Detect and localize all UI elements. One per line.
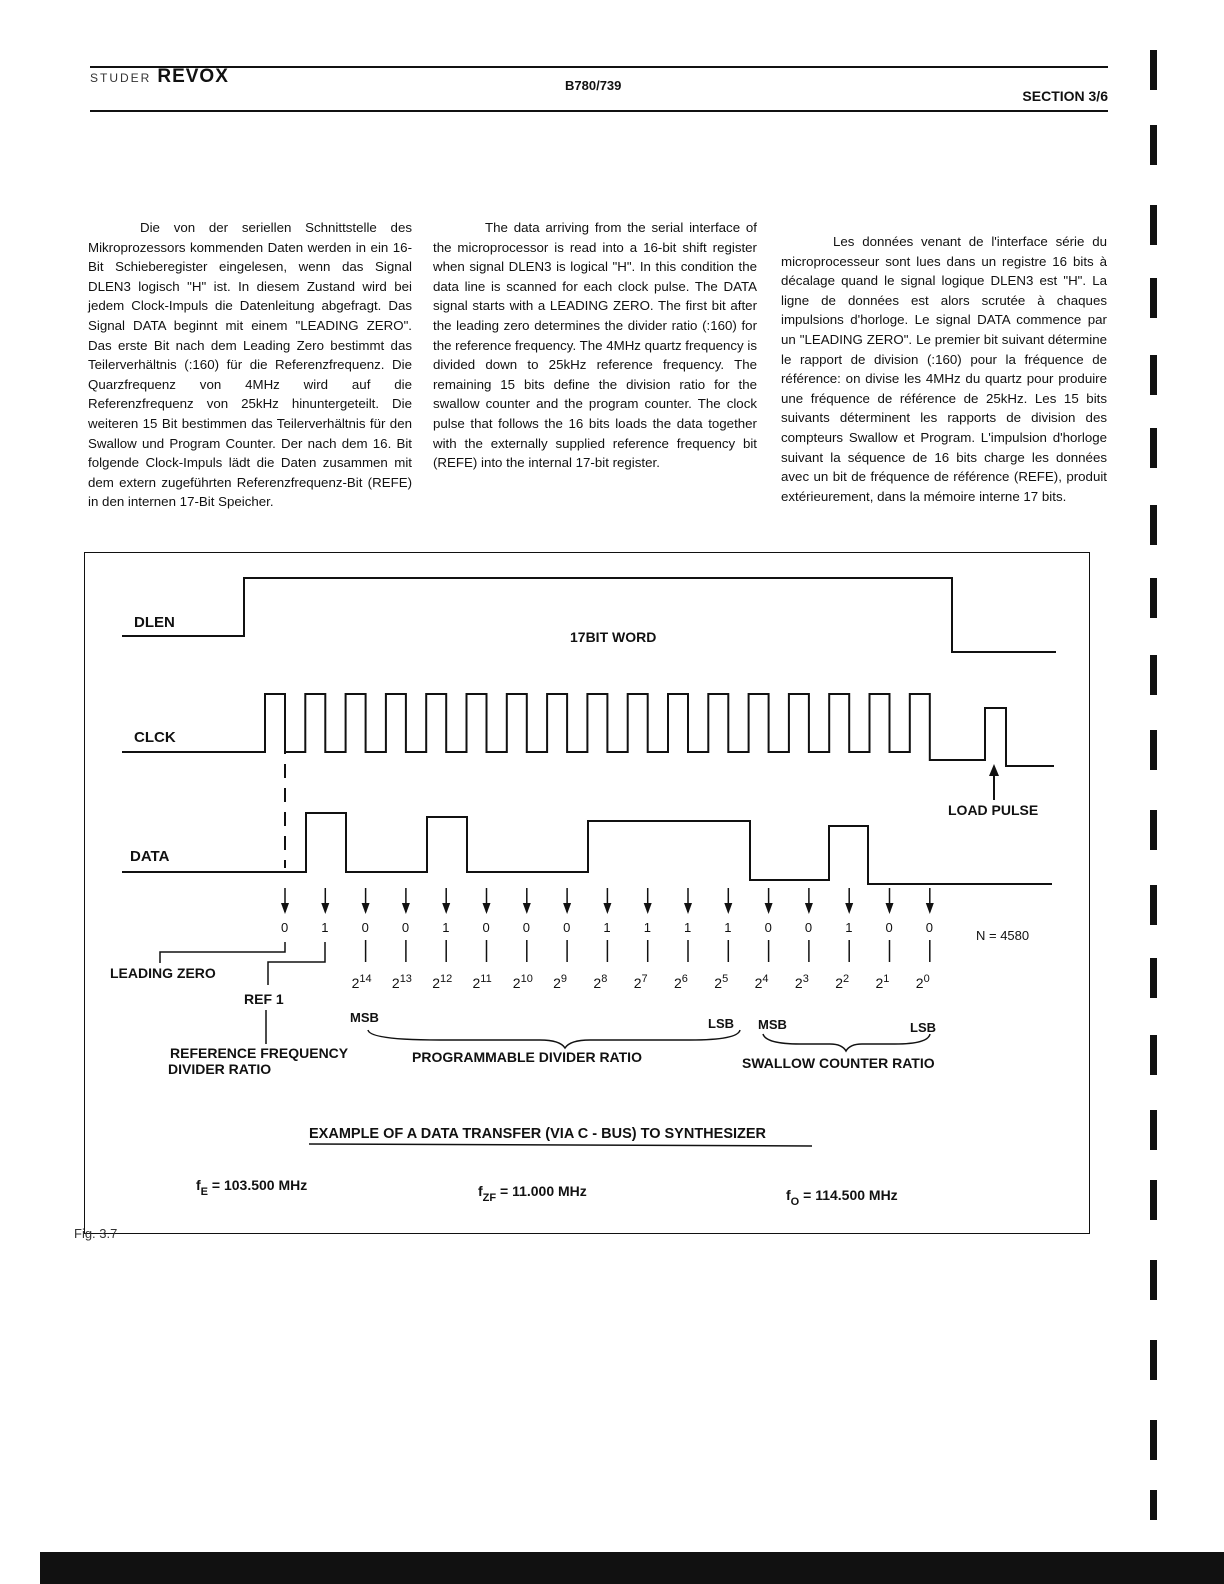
bit-power: $2^5$ (714, 973, 729, 991)
bit-arrowhead (765, 903, 773, 914)
bit-power: $2^7$ (633, 973, 648, 991)
scan-mark (1150, 578, 1157, 618)
bit-arrowhead (523, 903, 531, 914)
scan-mark (1150, 1180, 1157, 1220)
model-number: B780/739 (565, 78, 622, 93)
bit-value: 0 (361, 920, 369, 935)
bit-power: $2^{14}$ (351, 973, 372, 991)
bit-arrowhead (281, 903, 289, 914)
bit-value: 0 (522, 920, 531, 935)
data-waveform (122, 813, 1052, 884)
fe-value: $f_E = 103.500$ MHz (196, 1177, 308, 1198)
bit-power: $2^1$ (875, 973, 890, 991)
scan-mark (1150, 125, 1157, 165)
scan-mark (1150, 1260, 1157, 1300)
bit-value: 1 (684, 920, 692, 935)
dlen-label: DLEN (134, 614, 175, 631)
bit-value: 0 (925, 920, 934, 935)
bit-value: 0 (401, 920, 410, 935)
bit-value: 1 (603, 920, 611, 935)
bit-value: 1 (321, 920, 329, 935)
bit-power: $2^9$ (553, 973, 568, 991)
bit-arrowhead (845, 903, 853, 914)
bit-value: 0 (482, 920, 490, 935)
ref1-label: REF 1 (244, 991, 284, 1007)
scan-mark (1150, 278, 1157, 318)
lsb-label-swallow: LSB (910, 1020, 936, 1035)
lsb-label-prog: LSB (708, 1016, 734, 1031)
bit-arrowhead (442, 903, 450, 914)
bit-arrowhead (724, 903, 732, 914)
fo-value: $f_O = 114.500$ MHz (786, 1187, 898, 1208)
bit-value: 1 (724, 920, 732, 935)
clck-waveform (122, 694, 1054, 766)
fzf-value: $f_{ZF} = 11.000$ MHz (478, 1183, 587, 1204)
data-label: DATA (130, 848, 170, 865)
load-pulse-label: LOAD PULSE (948, 802, 1039, 818)
scan-mark (1150, 205, 1157, 245)
bit-power: $2^0$ (915, 973, 930, 991)
bit-power: $2^8$ (593, 973, 608, 991)
word-label: 17BIT WORD (570, 629, 657, 645)
bit-arrowhead (563, 903, 571, 914)
scan-mark (1150, 1035, 1157, 1075)
swallow-brace (763, 1034, 930, 1051)
bit-power: $2^6$ (674, 973, 688, 991)
bit-value: 1 (643, 920, 651, 935)
bit-arrowhead (886, 903, 894, 914)
scan-mark (1150, 958, 1157, 998)
scan-mark (1150, 810, 1157, 850)
bit-value: 0 (764, 920, 772, 935)
brand-logo: STUDER REVOX (90, 66, 229, 87)
text-english: The data arriving from the serial interface of the microprocessor is read into a 16-bit shift register when signal DLEN3 is logical "H". In this condition the data line is scanned for each clock pulse. The DATA signal starts with a LEADING ZERO. The first bit after the leading zero determines the divider ratio (:160) for the reference frequency. The 4MHz quartz frequency is divided down to 25kHz reference frequency. The remaining 15 bits define the division ratio for the swallow counter and the program counter. The clock pulse that follows the 16 bits loads the data together with the externally supplied reference frequency bit (REFE) into the internal 17-bit register. (433, 220, 757, 471)
swallow-ratio-label: SWALLOW COUNTER RATIO (742, 1055, 935, 1071)
bit-arrowhead (603, 903, 611, 914)
bit-value: 0 (563, 920, 571, 935)
msb-label-prog: MSB (350, 1010, 379, 1025)
bit-value: 0 (804, 920, 813, 935)
prog-ratio-label: PROGRAMMABLE DIVIDER RATIO (412, 1049, 642, 1065)
n-value: N = 4580 (976, 928, 1030, 943)
bit-value: 1 (442, 920, 450, 935)
text-french: Les données venant de l'interface série du microprocesseur sont lues dans un registre 16 bits à décalage quand le signal logique DLEN3 est "H". La ligne de données est alors scrutée à chaques impulsions d'horloge. Le signal DATA commence par un "LEADING ZERO". Le premier bit suivant détermine le rapport de division (:160) pour la fréquence de référence: on divise les 4MHz du quartz pour produire une fréquence de référence de 25kHz. Les 15 bits suivants déterminent les rapports de division des compteurs Swallow et Program. L'impulsion d'horloge suivant la séquence de 16 bits charge les données avec un bit de fréquence de référence (REFE), produit extérieurement, dans la mémoire interne 17 bits. (781, 234, 1107, 504)
ref-ratio-label-2: DIVIDER RATIO (168, 1061, 272, 1077)
bit-arrowhead (684, 903, 692, 914)
ref1-bracket (268, 942, 325, 985)
scan-mark (1150, 885, 1157, 925)
scan-edge-marks (1140, 50, 1170, 1520)
clck-label: CLCK (134, 729, 176, 746)
load-pulse-arrowhead (989, 764, 999, 776)
scan-mark (1150, 355, 1157, 395)
bit-arrowhead (402, 903, 410, 914)
bit-arrowhead (644, 903, 652, 914)
scan-mark (1150, 1110, 1157, 1150)
bit-arrowhead (805, 903, 813, 914)
leading-zero-bracket (160, 942, 285, 963)
bit-arrowhead (483, 903, 491, 914)
bit-value: 1 (845, 920, 853, 935)
diagram-title-underline (309, 1144, 812, 1146)
bit-arrowhead (926, 903, 934, 914)
bit-value: 0 (885, 920, 893, 935)
text-german: Die von der seriellen Schnittstelle des Mikroprozessors kommenden Daten werden in ein 16-Bit Schieberegister eingelesen, wenn das Signal DLEN3 logisch "H" ist. In diesem Zustand wird bei jedem Clock-Impuls die Datenleitung abgefragt. Das Signal DATA beginnt mit einem "LEADING ZERO". Das erste Bit nach dem Leading Zero bestimmt das Teilerverhältnis (:160) für die Referenzfrequenz. Die Quarzfrequenz von 4MHz wird auf die Referenzfrequenz von 25kHz hinuntergeteilt. Die weiteren 15 Bit bestimmen das Teilerverhältnis für den Swallow und Program Counter. Der nach dem 16. Bit folgende Clock-Impuls lädt die Daten zusammen mit dem extern zugeführten Referenzfrequenz-Bit (REFE) in den internen 17-Bit Speicher. (88, 220, 412, 510)
bit-arrowhead (362, 903, 370, 914)
scan-mark (1150, 655, 1157, 695)
bit-power: $2^{13}$ (391, 973, 412, 991)
bit-value: 0 (281, 920, 289, 935)
bit-power: $2^2$ (835, 973, 850, 991)
bit-arrowhead (321, 903, 329, 914)
diagram-title: EXAMPLE OF A DATA TRANSFER (VIA C - BUS) TO SYNTHESIZER (309, 1126, 767, 1142)
ref-ratio-label-1: REFERENCE FREQUENCY (170, 1045, 349, 1061)
scan-mark (1150, 428, 1157, 468)
bit-power: $2^4$ (754, 973, 769, 991)
scan-mark (1150, 50, 1157, 90)
leading-zero-label: LEADING ZERO (110, 965, 216, 981)
bit-power: $2^{11}$ (472, 973, 492, 991)
scan-bottom-bar (40, 1552, 1224, 1584)
scan-mark (1150, 1340, 1157, 1380)
scan-mark (1150, 730, 1157, 770)
scan-mark (1150, 1490, 1157, 1520)
bit-power: $2^{12}$ (432, 973, 453, 991)
section-number: SECTION 3/6 (1022, 88, 1108, 104)
figure-caption: Fig. 3.7 (74, 1226, 118, 1241)
scan-mark (1150, 1420, 1157, 1460)
scan-mark (1150, 505, 1157, 545)
bit-power: $2^3$ (794, 973, 809, 991)
bit-power: $2^{10}$ (512, 973, 533, 991)
msb-label-swallow: MSB (758, 1017, 787, 1032)
programmable-brace (368, 1030, 740, 1048)
